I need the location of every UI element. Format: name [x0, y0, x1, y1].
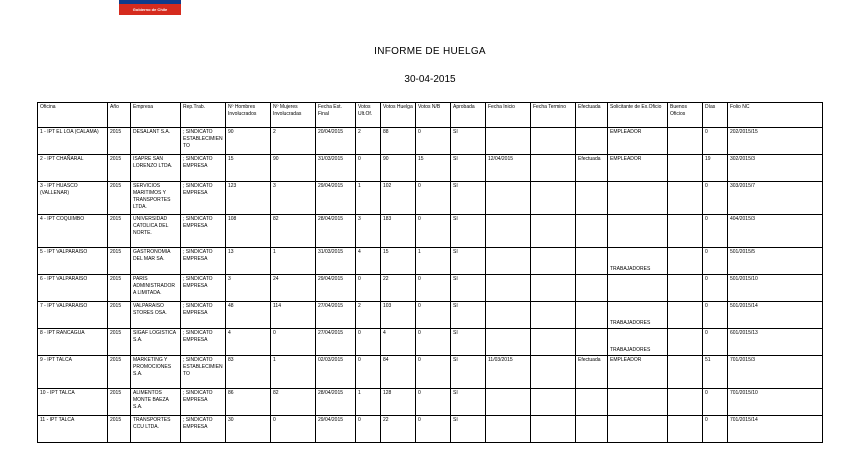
table-row: [38, 275, 823, 302]
cell-mujeres: 82: [271, 215, 316, 248]
cell-votos-huelga: 90: [381, 155, 416, 182]
cell-votos-ult: 0: [356, 275, 381, 302]
cell-dias: 0: [703, 215, 728, 248]
cell-efectuada: [576, 182, 608, 215]
cell-fecha-inicio: [486, 215, 531, 248]
cell-anio: 2015: [108, 248, 131, 275]
cell-rep-trab: ; SINDICATO EMPRESA: [181, 248, 226, 275]
cell-oficina: 1 - IPT EL LOA (CALAMA): [38, 128, 108, 155]
cell-fecha-final: 29/04/2015: [316, 182, 356, 215]
cell-votos-huelga: 128: [381, 389, 416, 416]
cell-efectuada: [576, 248, 608, 275]
cell-folio: 701/2015/10: [728, 389, 823, 416]
table-row: [38, 329, 823, 356]
cell-solicitante: [608, 215, 668, 248]
cell-oficina: 10 - IPT TALCA: [38, 389, 108, 416]
cell-buenos-oficios: [668, 356, 703, 389]
cell-aprobada: SI: [451, 155, 486, 182]
col-header-fecha-termino: Fecha Termino: [531, 103, 576, 128]
cell-votos-huelga: 15: [381, 248, 416, 275]
cell-fecha-termino: [531, 155, 576, 182]
cell-rep-trab: ; SINDICATO EMPRESA: [181, 389, 226, 416]
cell-oficina: 11 - IPT TALCA: [38, 416, 108, 443]
cell-efectuada: Efectuada: [576, 356, 608, 389]
cell-rep-trab: ; SINDICATO EMPRESA: [181, 182, 226, 215]
cell-fecha-final: 02/03/2015: [316, 356, 356, 389]
cell-votos-huelga: 88: [381, 128, 416, 155]
cell-buenos-oficios: [668, 128, 703, 155]
cell-buenos-oficios: [668, 215, 703, 248]
cell-fecha-inicio: [486, 275, 531, 302]
cell-aprobada: SI: [451, 215, 486, 248]
col-header-solicitante: Solicitante de Ex.Oficio: [608, 103, 668, 128]
cell-fecha-inicio: [486, 329, 531, 356]
cell-buenos-oficios: [668, 155, 703, 182]
cell-mujeres: 2: [271, 128, 316, 155]
cell-oficina: 4 - IPT COQUIMBO: [38, 215, 108, 248]
cell-anio: 2015: [108, 275, 131, 302]
cell-votos-nb: 0: [416, 416, 451, 443]
cell-solicitante: [608, 275, 668, 302]
cell-dias: 0: [703, 416, 728, 443]
cell-anio: 2015: [108, 356, 131, 389]
table-row: [38, 302, 823, 329]
cell-folio: 701/2015/3: [728, 356, 823, 389]
cell-fecha-inicio: [486, 248, 531, 275]
cell-empresa: DESALANT S.A.: [131, 128, 181, 155]
cell-hombres: 90: [226, 128, 271, 155]
col-header-oficina: Oficina: [38, 103, 108, 128]
cell-anio: 2015: [108, 182, 131, 215]
cell-empresa: UNIVERSIDAD CATOLICA DEL NORTE.: [131, 215, 181, 248]
cell-rep-trab: ; SINDICATO ESTABLECIMIENTO: [181, 356, 226, 389]
cell-fecha-inicio: 12/04/2015: [486, 155, 531, 182]
cell-fecha-inicio: 11/03/2015: [486, 356, 531, 389]
cell-votos-nb: 15: [416, 155, 451, 182]
logo-text: Gobierno de Chile: [119, 4, 181, 15]
cell-buenos-oficios: [668, 275, 703, 302]
cell-fecha-final: 29/04/2015: [316, 275, 356, 302]
cell-buenos-oficios: [668, 329, 703, 356]
cell-fecha-final: 31/03/2015: [316, 155, 356, 182]
cell-solicitante: TRABAJADORES: [608, 248, 668, 275]
cell-fecha-final: 29/04/2015: [316, 416, 356, 443]
cell-buenos-oficios: [668, 302, 703, 329]
cell-fecha-termino: [531, 215, 576, 248]
table-row: [38, 128, 823, 155]
cell-mujeres: 1: [271, 356, 316, 389]
cell-votos-nb: 0: [416, 302, 451, 329]
col-header-mujeres: Nº Mujeres Involucradas: [271, 103, 316, 128]
cell-fecha-final: 28/04/2015: [316, 215, 356, 248]
cell-rep-trab: ; SINDICATO EMPRESA: [181, 275, 226, 302]
cell-fecha-termino: [531, 329, 576, 356]
cell-buenos-oficios: [668, 182, 703, 215]
cell-efectuada: [576, 215, 608, 248]
cell-anio: 2015: [108, 215, 131, 248]
cell-votos-nb: 0: [416, 128, 451, 155]
cell-anio: 2015: [108, 155, 131, 182]
cell-empresa: SIGAF LOGISTICA S.A.: [131, 329, 181, 356]
cell-fecha-final: 28/04/2015: [316, 389, 356, 416]
cell-votos-huelga: 103: [381, 302, 416, 329]
cell-solicitante: EMPLEADOR: [608, 155, 668, 182]
cell-fecha-inicio: [486, 182, 531, 215]
cell-rep-trab: ; SINDICATO ESTABLECIMIENTO: [181, 128, 226, 155]
cell-solicitante: [608, 182, 668, 215]
table-row: [38, 248, 823, 275]
cell-mujeres: 82: [271, 389, 316, 416]
cell-votos-ult: 4: [356, 248, 381, 275]
cell-folio: 202/2015/15: [728, 128, 823, 155]
cell-fecha-final: 31/03/2015: [316, 248, 356, 275]
cell-dias: 0: [703, 389, 728, 416]
cell-aprobada: SI: [451, 248, 486, 275]
cell-empresa: GASTRONOMIA DEL MAR SA.: [131, 248, 181, 275]
table-row: [38, 182, 823, 215]
cell-votos-ult: 0: [356, 155, 381, 182]
cell-hombres: 48: [226, 302, 271, 329]
cell-dias: 0: [703, 329, 728, 356]
cell-votos-ult: 1: [356, 389, 381, 416]
cell-votos-huelga: 102: [381, 182, 416, 215]
cell-fecha-termino: [531, 416, 576, 443]
cell-oficina: 7 - IPT VALPARAISO: [38, 302, 108, 329]
cell-aprobada: SI: [451, 356, 486, 389]
cell-hombres: 13: [226, 248, 271, 275]
cell-empresa: ISAPRE SAN LORENZO LTDA.: [131, 155, 181, 182]
cell-fecha-termino: [531, 389, 576, 416]
col-header-hombres: Nº Hombres Involucrados: [226, 103, 271, 128]
cell-dias: 0: [703, 248, 728, 275]
cell-folio: 701/2015/14: [728, 416, 823, 443]
cell-fecha-termino: [531, 248, 576, 275]
cell-fecha-termino: [531, 356, 576, 389]
cell-aprobada: SI: [451, 389, 486, 416]
cell-dias: 19: [703, 155, 728, 182]
cell-solicitante: EMPLEADOR: [608, 128, 668, 155]
cell-hombres: 83: [226, 356, 271, 389]
cell-votos-huelga: 22: [381, 275, 416, 302]
cell-hombres: 123: [226, 182, 271, 215]
cell-hombres: 15: [226, 155, 271, 182]
cell-oficina: 9 - IPT TALCA: [38, 356, 108, 389]
report-date: 30-04-2015: [404, 74, 456, 85]
col-header-aprobada: Aprobada: [451, 103, 486, 128]
cell-folio: 302/2015/3: [728, 155, 823, 182]
cell-fecha-final: 27/04/2015: [316, 302, 356, 329]
cell-hombres: 4: [226, 329, 271, 356]
gobierno-logo: [119, 0, 181, 15]
col-header-folio: Folio NC: [728, 103, 823, 128]
cell-fecha-termino: [531, 128, 576, 155]
cell-votos-nb: 0: [416, 182, 451, 215]
cell-anio: 2015: [108, 302, 131, 329]
cell-empresa: TRANSPORTES CCU LTDA.: [131, 416, 181, 443]
cell-votos-nb: 0: [416, 329, 451, 356]
table-row: [38, 215, 823, 248]
cell-hombres: 30: [226, 416, 271, 443]
cell-solicitante: [608, 389, 668, 416]
cell-fecha-final: 27/04/2015: [316, 329, 356, 356]
cell-anio: 2015: [108, 128, 131, 155]
cell-fecha-final: 20/04/2015: [316, 128, 356, 155]
cell-aprobada: SI: [451, 302, 486, 329]
cell-fecha-inicio: [486, 302, 531, 329]
col-header-buenos-oficios: Buenos Oficios: [668, 103, 703, 128]
cell-mujeres: 90: [271, 155, 316, 182]
cell-mujeres: 3: [271, 182, 316, 215]
cell-votos-nb: 0: [416, 389, 451, 416]
cell-dias: 0: [703, 302, 728, 329]
cell-dias: 0: [703, 128, 728, 155]
cell-votos-ult: 0: [356, 329, 381, 356]
cell-folio: 404/2015/3: [728, 215, 823, 248]
col-header-anio: Año: [108, 103, 131, 128]
cell-efectuada: [576, 389, 608, 416]
cell-empresa: MARKETING Y PROMOCIONES S.A.: [131, 356, 181, 389]
cell-votos-nb: 0: [416, 215, 451, 248]
cell-votos-nb: 0: [416, 275, 451, 302]
col-header-fecha-inicio: Fecha Inicio: [486, 103, 531, 128]
report-title: INFORME DE HUELGA: [374, 46, 486, 57]
cell-efectuada: [576, 275, 608, 302]
cell-fecha-termino: [531, 275, 576, 302]
cell-fecha-termino: [531, 302, 576, 329]
cell-hombres: 108: [226, 215, 271, 248]
cell-efectuada: [576, 128, 608, 155]
cell-efectuada: [576, 302, 608, 329]
cell-rep-trab: ; SINDICATO EMPRESA: [181, 155, 226, 182]
cell-folio: 601/2015/13: [728, 329, 823, 356]
cell-efectuada: [576, 416, 608, 443]
cell-buenos-oficios: [668, 248, 703, 275]
cell-empresa: VALPARAISO STORES OSA.: [131, 302, 181, 329]
cell-hombres: 86: [226, 389, 271, 416]
cell-votos-ult: 2: [356, 128, 381, 155]
cell-mujeres: 1: [271, 248, 316, 275]
cell-solicitante: [608, 416, 668, 443]
cell-votos-ult: 3: [356, 215, 381, 248]
table-row: [38, 416, 823, 443]
cell-votos-ult: 0: [356, 356, 381, 389]
cell-dias: 0: [703, 182, 728, 215]
cell-empresa: PARIS ADMINISTRADORA LIMITADA.: [131, 275, 181, 302]
cell-buenos-oficios: [668, 416, 703, 443]
cell-empresa: SERVICIOS MARITIMOS Y TRANSPORTES LTDA.: [131, 182, 181, 215]
cell-oficina: 6 - IPT VALPARAISO: [38, 275, 108, 302]
cell-mujeres: 0: [271, 416, 316, 443]
cell-folio: 303/2015/7: [728, 182, 823, 215]
cell-oficina: 2 - IPT CHAÑARAL: [38, 155, 108, 182]
cell-fecha-termino: [531, 182, 576, 215]
cell-aprobada: SI: [451, 329, 486, 356]
cell-efectuada: [576, 329, 608, 356]
cell-anio: 2015: [108, 389, 131, 416]
cell-aprobada: SI: [451, 416, 486, 443]
cell-oficina: 3 - IPT HUASCO (VALLENAR): [38, 182, 108, 215]
cell-votos-ult: 2: [356, 302, 381, 329]
cell-mujeres: 0: [271, 329, 316, 356]
col-header-efectuada: Efectuada: [576, 103, 608, 128]
table-row: [38, 389, 823, 416]
col-header-dias: Días: [703, 103, 728, 128]
col-header-votos-huelga: Votos Huelga: [381, 103, 416, 128]
cell-oficina: 8 - IPT RANCAGUA: [38, 329, 108, 356]
cell-votos-huelga: 183: [381, 215, 416, 248]
cell-fecha-inicio: [486, 128, 531, 155]
cell-folio: 501/2015/14: [728, 302, 823, 329]
cell-votos-huelga: 22: [381, 416, 416, 443]
cell-empresa: ALIMENTOS MONTE BAEZA S.A.: [131, 389, 181, 416]
col-header-fecha-final: Fecha Est. Final: [316, 103, 356, 128]
col-header-rep-trab: Rep.Trab.: [181, 103, 226, 128]
cell-dias: 51: [703, 356, 728, 389]
table-header-row: [38, 103, 823, 128]
col-header-votos-ult: Votos Ult.Of.: [356, 103, 381, 128]
cell-rep-trab: ; SINDICATO EMPRESA: [181, 215, 226, 248]
cell-folio: 501/2015/5: [728, 248, 823, 275]
cell-aprobada: SI: [451, 128, 486, 155]
cell-fecha-inicio: [486, 416, 531, 443]
cell-solicitante: TRABAJADORES: [608, 302, 668, 329]
cell-fecha-inicio: [486, 389, 531, 416]
cell-votos-huelga: 84: [381, 356, 416, 389]
cell-votos-ult: 0: [356, 416, 381, 443]
cell-folio: 501/2015/10: [728, 275, 823, 302]
cell-dias: 0: [703, 275, 728, 302]
cell-efectuada: Efectuada: [576, 155, 608, 182]
table-row: [38, 356, 823, 389]
col-header-empresa: Empresa: [131, 103, 181, 128]
cell-buenos-oficios: [668, 389, 703, 416]
cell-votos-huelga: 4: [381, 329, 416, 356]
cell-votos-nb: 0: [416, 356, 451, 389]
cell-aprobada: SI: [451, 182, 486, 215]
cell-rep-trab: ; SINDICATO EMPRESA: [181, 329, 226, 356]
cell-hombres: 3: [226, 275, 271, 302]
cell-mujeres: 114: [271, 302, 316, 329]
cell-anio: 2015: [108, 416, 131, 443]
cell-anio: 2015: [108, 329, 131, 356]
strike-report-table: [37, 102, 823, 443]
cell-solicitante: TRABAJADORES: [608, 329, 668, 356]
cell-oficina: 5 - IPT VALPARAISO: [38, 248, 108, 275]
cell-votos-nb: 1: [416, 248, 451, 275]
cell-rep-trab: ; SINDICATO EMPRESA: [181, 416, 226, 443]
cell-votos-ult: 1: [356, 182, 381, 215]
cell-aprobada: SI: [451, 275, 486, 302]
cell-solicitante: EMPLEADOR: [608, 356, 668, 389]
table-row: [38, 155, 823, 182]
col-header-votos-nb: Votos N/B: [416, 103, 451, 128]
cell-rep-trab: ; SINDICATO EMPRESA: [181, 302, 226, 329]
cell-mujeres: 24: [271, 275, 316, 302]
